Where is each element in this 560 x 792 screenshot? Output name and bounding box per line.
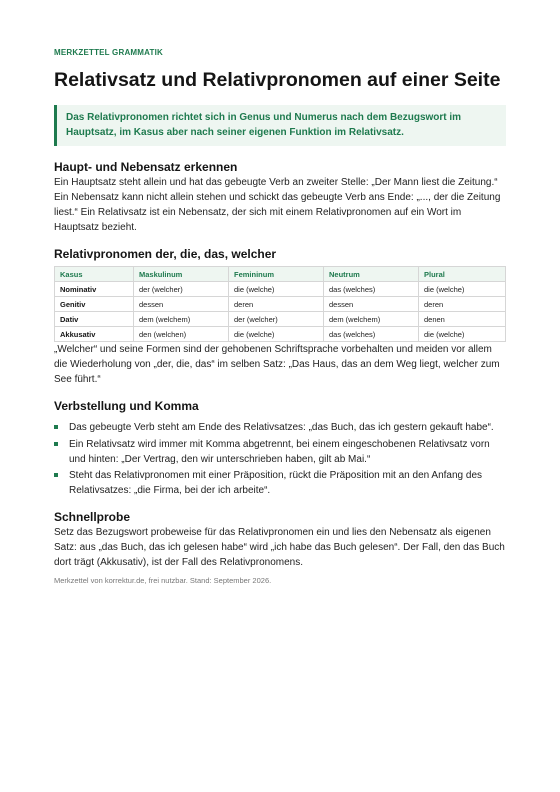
section-relative-pronouns (54, 246, 506, 387)
table-cell: deren (229, 297, 324, 312)
table-row (55, 327, 506, 342)
table-row (55, 312, 506, 327)
rule-list (54, 420, 506, 498)
row-header-cell: Genitiv (55, 297, 134, 312)
list-item (54, 437, 506, 467)
table-cell: die (welche) (229, 282, 324, 297)
declension-table (54, 266, 506, 342)
column-header: Neutrum (324, 267, 419, 282)
kicker-label: MERKZETTEL GRAMMATIK (54, 48, 164, 57)
table-row (55, 297, 506, 312)
section-text: Ein Hauptsatz steht allein und hat das gebeugte Verb an zweiter Stelle: „Der Mann liest die Zeitung.“ Ein Nebensatz kann nicht allein stehen und schickt das gebeugte Verb ans Ende: „..., der die Zeitung liest.“ Ein Relativsatz ist ein Nebensatz, der sich mit einem Relativpronomen auf ein Wort im Hauptsatz bezieht. (54, 177, 501, 233)
table-cell: die (welche) (229, 327, 324, 342)
column-header: Femininum (229, 267, 324, 282)
table-header-row (55, 267, 506, 282)
footer-note: Merkzettel von korrektur.de, frei nutzbar. Stand: September 2026. (54, 576, 272, 585)
list-item-text: Ein Relativsatz wird immer mit Komma abgetrennt, bei einem eingeschobenen Relativsatz vorn und hinten: „Der Vertrag, den wir unterschrieben haben, gilt ab Mai.“ (69, 438, 490, 465)
section-heading: Haupt- und Nebensatz erkennen (54, 160, 238, 174)
section-heading: Relativpronomen der, die, das, welcher (54, 247, 277, 261)
table-cell: die (welche) (419, 327, 506, 342)
list-item (54, 420, 506, 435)
table-cell: die (welche) (419, 282, 506, 297)
page-title: Relativsatz und Relativpronomen auf einer Seite (54, 69, 501, 91)
table-cell: denen (419, 312, 506, 327)
table-cell: der (welcher) (134, 282, 229, 297)
section-heading: Schnellprobe (54, 510, 131, 524)
table-cell: dem (welchem) (324, 312, 419, 327)
table-cell: das (welches) (324, 282, 419, 297)
section-main-subordinate (54, 159, 506, 235)
section-heading: Verbstellung und Komma (54, 399, 199, 413)
bullet-icon (54, 425, 58, 429)
row-header-cell: Nominativ (55, 282, 134, 297)
table-cell: dem (welchem) (134, 312, 229, 327)
section-text: Setz das Bezugswort probeweise für das Relativpronomen ein und lies den Nebensatz als eigenen Satz: aus „das Buch, das ich gelesen habe“ wird „ich habe das Buch gelesen“. Der Fall, den das Buch dort trägt (Akkusativ), ist der Fall des Relativpronomens. (54, 527, 505, 568)
table-cell: dessen (324, 297, 419, 312)
list-item-text: Steht das Relativpronomen mit einer Präposition, rückt die Präposition mit an den Anfang des Relativsatzes: „die Firma, bei der ich arbeite“. (69, 470, 483, 496)
table-cell: das (welches) (324, 327, 419, 342)
section-word-order (54, 398, 506, 498)
table-cell: der (welcher) (229, 312, 324, 327)
bullet-icon (54, 473, 58, 477)
column-header: Maskulinum (134, 267, 229, 282)
section-quick-test (54, 509, 506, 570)
section-text: „Welcher“ und seine Formen sind der gehobenen Schriftsprache vorbehalten und meiden vor allem die Wiederholung von „der, die, das“ im selben Satz: „Das Haus, das an dem Weg liegt, welcher zum See führt.“ (54, 344, 500, 385)
table-row (55, 282, 506, 297)
row-header-cell: Akkusativ (55, 327, 134, 342)
bullet-icon (54, 442, 58, 446)
column-header: Kasus (55, 267, 134, 282)
row-header-cell: Dativ (55, 312, 134, 327)
list-item (54, 468, 506, 498)
table-cell: deren (419, 297, 506, 312)
key-rule-callout: Das Relativpronomen richtet sich in Genus und Numerus nach dem Bezugswort im Hauptsatz, im Kasus aber nach seiner eigenen Funktion im Relativsatz. (54, 105, 506, 146)
table-cell: den (welchen) (134, 327, 229, 342)
column-header: Plural (419, 267, 506, 282)
list-item-text: Das gebeugte Verb steht am Ende des Relativsatzes: „das Buch, das ich gestern gekauft habe“. (69, 422, 494, 433)
table-cell: dessen (134, 297, 229, 312)
